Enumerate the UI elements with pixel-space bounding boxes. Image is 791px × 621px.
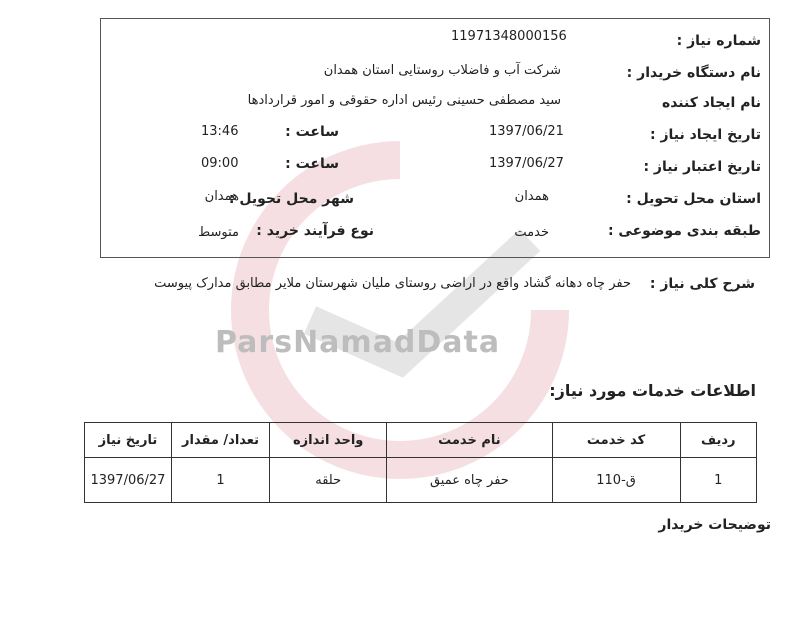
process-value: متوسط	[198, 225, 239, 240]
validity-time-value: 09:00	[201, 156, 239, 171]
created-time-value: 13:46	[201, 124, 239, 139]
created-time-label: ساعت :	[285, 124, 339, 140]
delivery-province-value: همدان	[514, 189, 549, 204]
table-cell: 1397/06/27	[85, 458, 172, 503]
delivery-province-label: استان محل تحویل :	[626, 191, 761, 207]
creator-value: سید مصطفی حسینی رئیس اداره حقوقی و امور قراردادها	[247, 93, 561, 108]
column-header: کد خدمت	[552, 423, 680, 458]
watermark-brand: ParsNamadData	[215, 325, 501, 360]
column-header: تعداد/ مقدار	[171, 423, 269, 458]
table-cell: ق-110	[552, 458, 680, 503]
category-label: طبقه بندی موضوعی :	[607, 223, 761, 239]
need-number-label: شماره نیاز :	[676, 33, 761, 49]
column-header: ردیف	[680, 423, 756, 458]
created-date-label: تاریخ ایجاد نیاز :	[649, 127, 761, 143]
delivery-city-label: شهر محل تحویل :	[228, 191, 354, 207]
table-row	[85, 458, 757, 503]
delivery-city-value: همدان	[204, 189, 239, 204]
creator-label: نام ایجاد کننده	[661, 95, 761, 111]
description-value: حفر چاه دهانه گشاد واقع در اراضی روستای ملیان شهرستان ملایر مطابق مدارک پیوست	[154, 276, 631, 291]
table-cell: 1	[680, 458, 756, 503]
need-number-value: 11971348000156	[451, 29, 567, 44]
buyer-org-value: شرکت آب و فاضلاب روستایی استان همدان	[323, 63, 561, 78]
table-cell: حلقه	[270, 458, 387, 503]
validity-date-value: 1397/06/27	[489, 156, 564, 171]
services-table	[84, 422, 757, 503]
table-header-row	[85, 423, 757, 458]
created-date-value: 1397/06/21	[489, 124, 564, 139]
need-info-box	[100, 18, 770, 258]
buyer-org-label: نام دستگاه خریدار :	[626, 65, 761, 81]
validity-date-label: تاریخ اعتبار نیاز :	[643, 159, 761, 175]
column-header: نام خدمت	[387, 423, 552, 458]
validity-time-label: ساعت :	[285, 156, 339, 172]
table-cell: 1	[171, 458, 269, 503]
column-header: تاریخ نیاز	[85, 423, 172, 458]
process-label: نوع فرآیند خرید :	[256, 223, 374, 239]
description-label: شرح کلی نیاز :	[649, 276, 755, 292]
services-title: اطلاعات خدمات مورد نیاز:	[549, 381, 756, 400]
buyer-notes-label: توضیحات خریدار	[658, 517, 771, 533]
table-cell: حفر چاه عمیق	[387, 458, 552, 503]
column-header: واحد اندازه	[270, 423, 387, 458]
category-value: خدمت	[514, 225, 549, 240]
